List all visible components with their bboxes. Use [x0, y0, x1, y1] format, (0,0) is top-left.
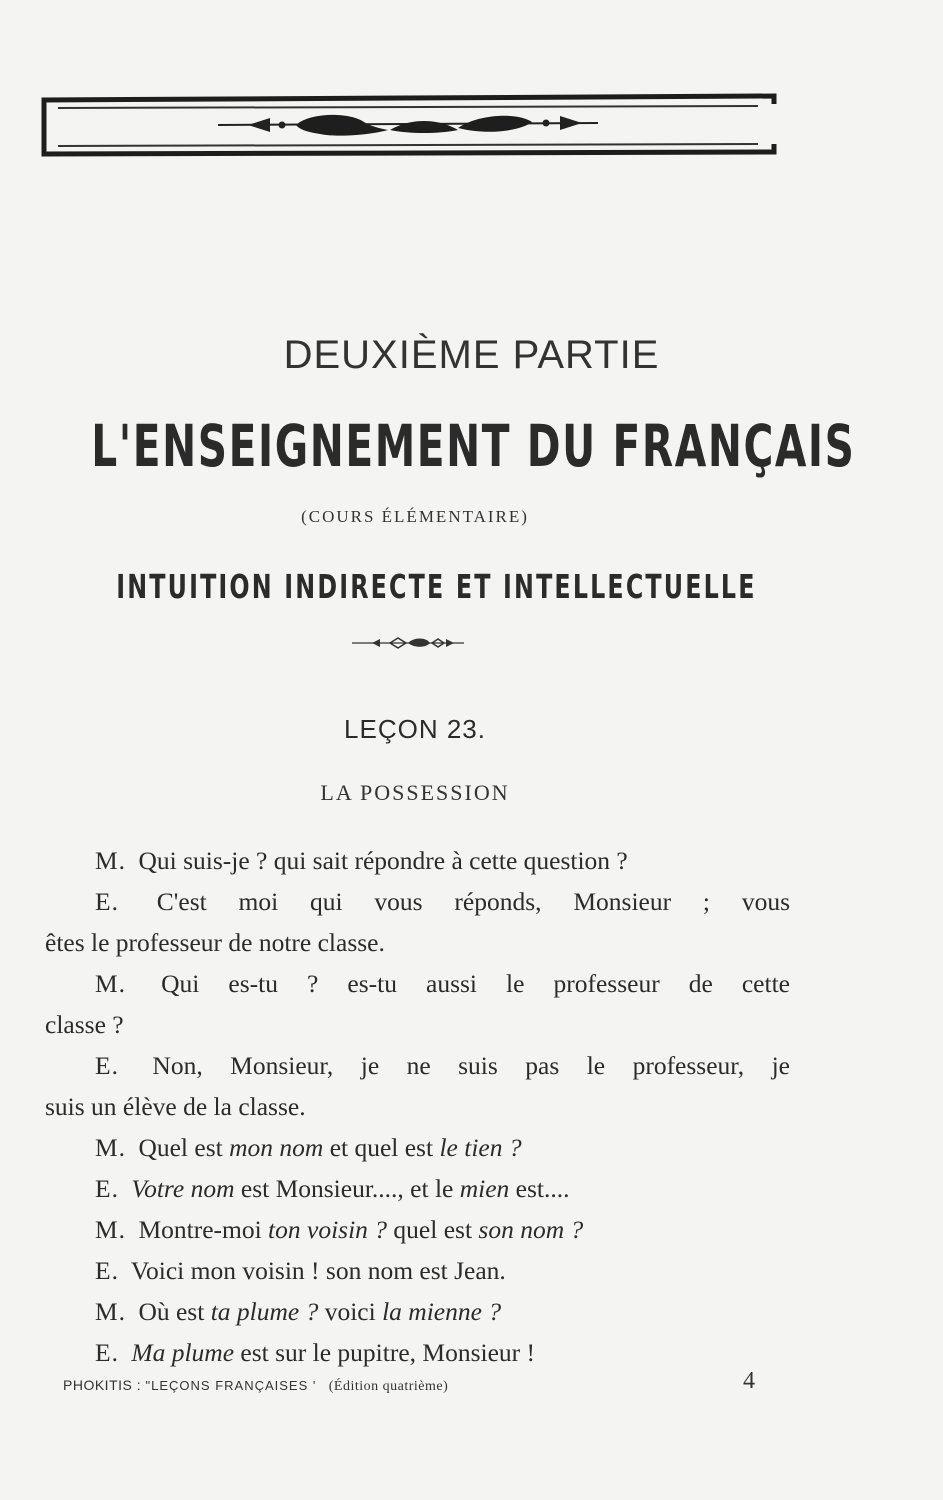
italic-phrase: ta plume ?: [210, 1297, 319, 1326]
footer-book-title: "LEÇONS FRANÇAISES ': [145, 1378, 317, 1393]
italic-phrase: son nom ?: [478, 1215, 584, 1244]
text-run: et quel est: [323, 1133, 440, 1162]
text-run: Montre-moi: [138, 1215, 269, 1244]
main-title: L'ENSEIGNEMENT DU FRANÇAIS: [91, 412, 856, 480]
text-run: suis un élève de la classe.: [45, 1092, 306, 1121]
text-run: est Monsieur...., et le: [234, 1174, 460, 1203]
page-number: 4: [743, 1368, 755, 1394]
text-run: Qui es-tu ? es-tu aussi le professeur de cette: [161, 969, 790, 998]
part-title: DEUXIÈME PARTIE: [283, 333, 660, 377]
italic-phrase: Votre nom: [131, 1174, 235, 1203]
text-run: Voici mon voisin ! son nom est Jean.: [130, 1256, 506, 1285]
italic-phrase: le tien ?: [439, 1133, 522, 1162]
text-run: Où est: [138, 1297, 211, 1326]
text-run: C'est moi qui vous réponds, Monsieur ; vous: [156, 887, 791, 916]
dialogue-line: [45, 840, 790, 881]
italic-phrase: mien: [459, 1174, 510, 1203]
speaker-label: E.: [95, 1051, 119, 1080]
dialogue-line: [45, 922, 790, 963]
footer-author: PHOKITIS :: [63, 1377, 142, 1393]
footer-credit: [63, 1377, 763, 1395]
speaker-label: M.: [95, 1215, 127, 1244]
speaker-label: M.: [95, 1133, 127, 1162]
header-ornament-icon: [38, 88, 780, 160]
speaker-label: E.: [95, 1174, 119, 1203]
dialogue-line: [45, 881, 790, 922]
section-title: INTUITION INDIRECTE ET INTELLECTUELLE: [116, 567, 757, 606]
lesson-title: LA POSSESSION: [320, 780, 510, 805]
text-run: classe ?: [45, 1010, 124, 1039]
text-run: Non, Monsieur, je ne suis pas le professeur, je: [152, 1051, 791, 1080]
footer-edition: (Édition quatrième): [328, 1379, 449, 1394]
speaker-label: M.: [95, 1297, 127, 1326]
text-run: voici: [318, 1297, 383, 1326]
text-run: Quel est: [138, 1133, 230, 1162]
dialogue-line: [45, 1004, 790, 1045]
lesson-number: LEÇON 23.: [344, 714, 486, 744]
italic-phrase: ton voisin ?: [268, 1215, 388, 1244]
fleuron-icon: [350, 634, 466, 652]
speaker-label: E.: [95, 1338, 119, 1367]
speaker-label: E.: [95, 887, 119, 916]
text-run: est sur le pupitre, Monsieur !: [234, 1338, 535, 1367]
dialogue-line: [45, 1086, 790, 1127]
text-run: Qui suis-je ? qui sait répondre à cette question ?: [138, 846, 628, 875]
dialogue-line: [45, 1250, 790, 1291]
dialogue-text: [45, 840, 790, 1373]
dialogue-line: [45, 1045, 790, 1086]
dialogue-line: [45, 1168, 790, 1209]
dialogue-line: [45, 1332, 790, 1373]
dialogue-line: [45, 1127, 790, 1168]
speaker-label: E.: [95, 1256, 119, 1285]
dialogue-line: [45, 1291, 790, 1332]
dialogue-line: [45, 963, 790, 1004]
text-run: quel est: [387, 1215, 479, 1244]
speaker-label: M.: [95, 846, 127, 875]
text-run: êtes le professeur de notre classe.: [45, 928, 385, 957]
italic-phrase: mon nom: [229, 1133, 324, 1162]
speaker-label: M.: [95, 969, 127, 998]
dialogue-line: [45, 1209, 790, 1250]
subtitle: (COURS ÉLÉMENTAIRE): [301, 507, 529, 526]
text-run: est....: [509, 1174, 570, 1203]
italic-phrase: la mienne ?: [382, 1297, 502, 1326]
italic-phrase: Ma plume: [131, 1338, 235, 1367]
